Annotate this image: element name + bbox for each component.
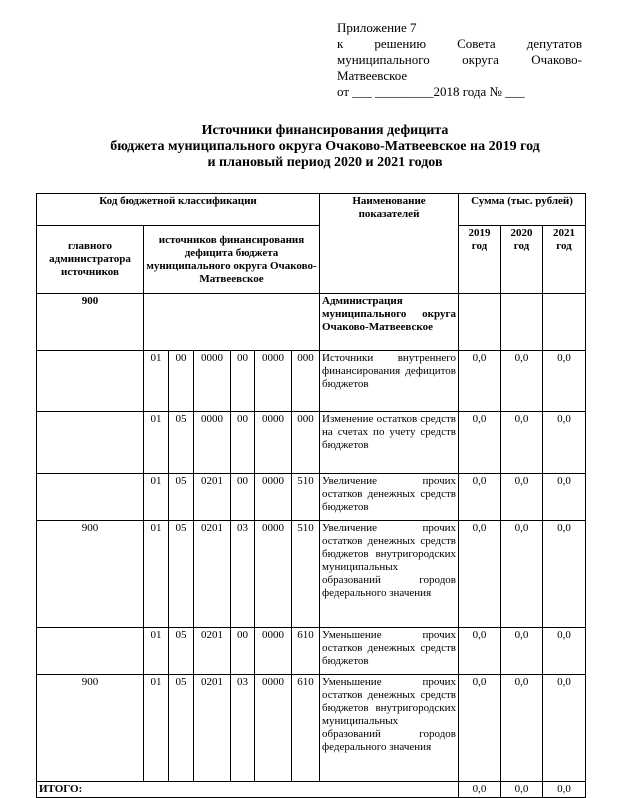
code-part: 05	[169, 628, 194, 675]
code-part: 0000	[255, 521, 292, 628]
table-row	[37, 474, 586, 521]
header-2019: 2019 год	[459, 226, 501, 294]
indicator-name: Увеличение прочих остатков денежных средств бюджетов	[320, 474, 459, 521]
title-line: и плановый период 2020 и 2021 годов	[207, 155, 443, 170]
value-2020: 0,0	[501, 474, 543, 521]
admin-code-empty	[144, 294, 320, 351]
code-part: 0000	[255, 351, 292, 412]
indicator-name: Увеличение прочих остатков денежных средств бюджетов внутригородских муниципальных образований городов федерального значения	[320, 521, 459, 628]
code-part: 510	[292, 521, 320, 628]
total-2019: 0,0	[459, 782, 501, 798]
code-part: 0201	[194, 628, 231, 675]
code-part: 00	[231, 412, 255, 474]
code-part: 00	[231, 351, 255, 412]
appendix-line: от ___ _________2018 года № ___	[337, 84, 525, 99]
value-2021: 0,0	[543, 474, 586, 521]
value-2019: 0,0	[459, 474, 501, 521]
code-part: 05	[169, 412, 194, 474]
value-2020: 0,0	[501, 412, 543, 474]
admin-name: Администрация муниципального округа Очаково-Матвеевское	[320, 294, 459, 351]
admin-code	[37, 412, 144, 474]
empty-cell	[543, 294, 586, 351]
code-part: 01	[144, 521, 169, 628]
appendix-note	[337, 20, 582, 100]
table-row	[37, 628, 586, 675]
code-part: 0201	[194, 474, 231, 521]
admin-code: 900	[37, 521, 144, 628]
table-row	[37, 351, 586, 412]
value-2020: 0,0	[501, 351, 543, 412]
admin-row	[37, 294, 586, 351]
header-sum: Сумма (тыс. рублей)	[459, 194, 586, 226]
title-line: Источники финансирования дефицита	[201, 123, 449, 138]
admin-code	[37, 474, 144, 521]
indicator-name: Уменьшение прочих остатков денежных средств бюджетов внутригородских муниципальных образований городов федерального значения	[320, 675, 459, 782]
code-part: 05	[169, 474, 194, 521]
value-2019: 0,0	[459, 675, 501, 782]
code-part: 01	[144, 351, 169, 412]
admin-code: 900	[37, 675, 144, 782]
code-part: 0000	[194, 412, 231, 474]
code-part: 0000	[255, 474, 292, 521]
value-2021: 0,0	[543, 412, 586, 474]
code-part: 510	[292, 474, 320, 521]
total-label: ИТОГО:	[37, 782, 459, 798]
code-part: 01	[144, 675, 169, 782]
indicator-name: Уменьшение прочих остатков денежных средств бюджетов	[320, 628, 459, 675]
value-2019: 0,0	[459, 521, 501, 628]
code-part: 00	[231, 474, 255, 521]
appendix-line: Приложение 7	[337, 20, 417, 35]
total-2021: 0,0	[543, 782, 586, 798]
code-part: 05	[169, 675, 194, 782]
indicator-name: Изменение остатков средств на счетах по учету средств бюджетов	[320, 412, 459, 474]
code-part: 0000	[255, 675, 292, 782]
code-part: 000	[292, 351, 320, 412]
code-part: 610	[292, 628, 320, 675]
value-2019: 0,0	[459, 412, 501, 474]
empty-cell	[501, 294, 543, 351]
admin-code	[37, 351, 144, 412]
code-part: 0201	[194, 521, 231, 628]
title-line: бюджета муниципального округа Очаково-Матвеевское на 2019 год	[110, 139, 540, 154]
value-2021: 0,0	[543, 351, 586, 412]
table-row	[37, 412, 586, 474]
code-part: 0201	[194, 675, 231, 782]
code-part: 000	[292, 412, 320, 474]
code-part: 01	[144, 412, 169, 474]
appendix-line: Матвеевское	[337, 68, 408, 83]
table-row	[37, 675, 586, 782]
header-row	[37, 226, 586, 294]
code-part: 03	[231, 675, 255, 782]
code-part: 0000	[194, 351, 231, 412]
indicator-name: Источники внутреннего финансирования дефицитов бюджетов	[320, 351, 459, 412]
total-row	[37, 782, 586, 798]
value-2021: 0,0	[543, 675, 586, 782]
code-part: 00	[231, 628, 255, 675]
appendix-line: муниципального округа Очаково-	[337, 52, 582, 67]
empty-cell	[459, 294, 501, 351]
value-2021: 0,0	[543, 628, 586, 675]
code-part: 610	[292, 675, 320, 782]
value-2020: 0,0	[501, 675, 543, 782]
table-row	[37, 521, 586, 628]
value-2019: 0,0	[459, 628, 501, 675]
code-part: 03	[231, 521, 255, 628]
header-2021: 2021 год	[543, 226, 586, 294]
admin-code: 900	[37, 294, 144, 351]
code-part: 0000	[255, 412, 292, 474]
value-2019: 0,0	[459, 351, 501, 412]
value-2020: 0,0	[501, 521, 543, 628]
code-part: 0000	[255, 628, 292, 675]
admin-code	[37, 628, 144, 675]
total-2020: 0,0	[501, 782, 543, 798]
value-2021: 0,0	[543, 521, 586, 628]
document-title	[40, 123, 610, 171]
value-2020: 0,0	[501, 628, 543, 675]
header-name: Наименование показателей	[320, 194, 459, 294]
code-part: 05	[169, 521, 194, 628]
appendix-line: к решению Совета депутатов	[337, 36, 582, 51]
header-admin: главного администратора источников	[37, 226, 144, 294]
header-2020: 2020 год	[501, 226, 543, 294]
code-part: 01	[144, 474, 169, 521]
header-row	[37, 194, 586, 226]
header-sources: источников финансирования дефицита бюджета муниципального округа Очаково-Матвеевское	[144, 226, 320, 294]
code-part: 01	[144, 628, 169, 675]
code-part: 00	[169, 351, 194, 412]
header-code: Код бюджетной классификации	[37, 194, 320, 226]
sources-table	[36, 193, 586, 798]
